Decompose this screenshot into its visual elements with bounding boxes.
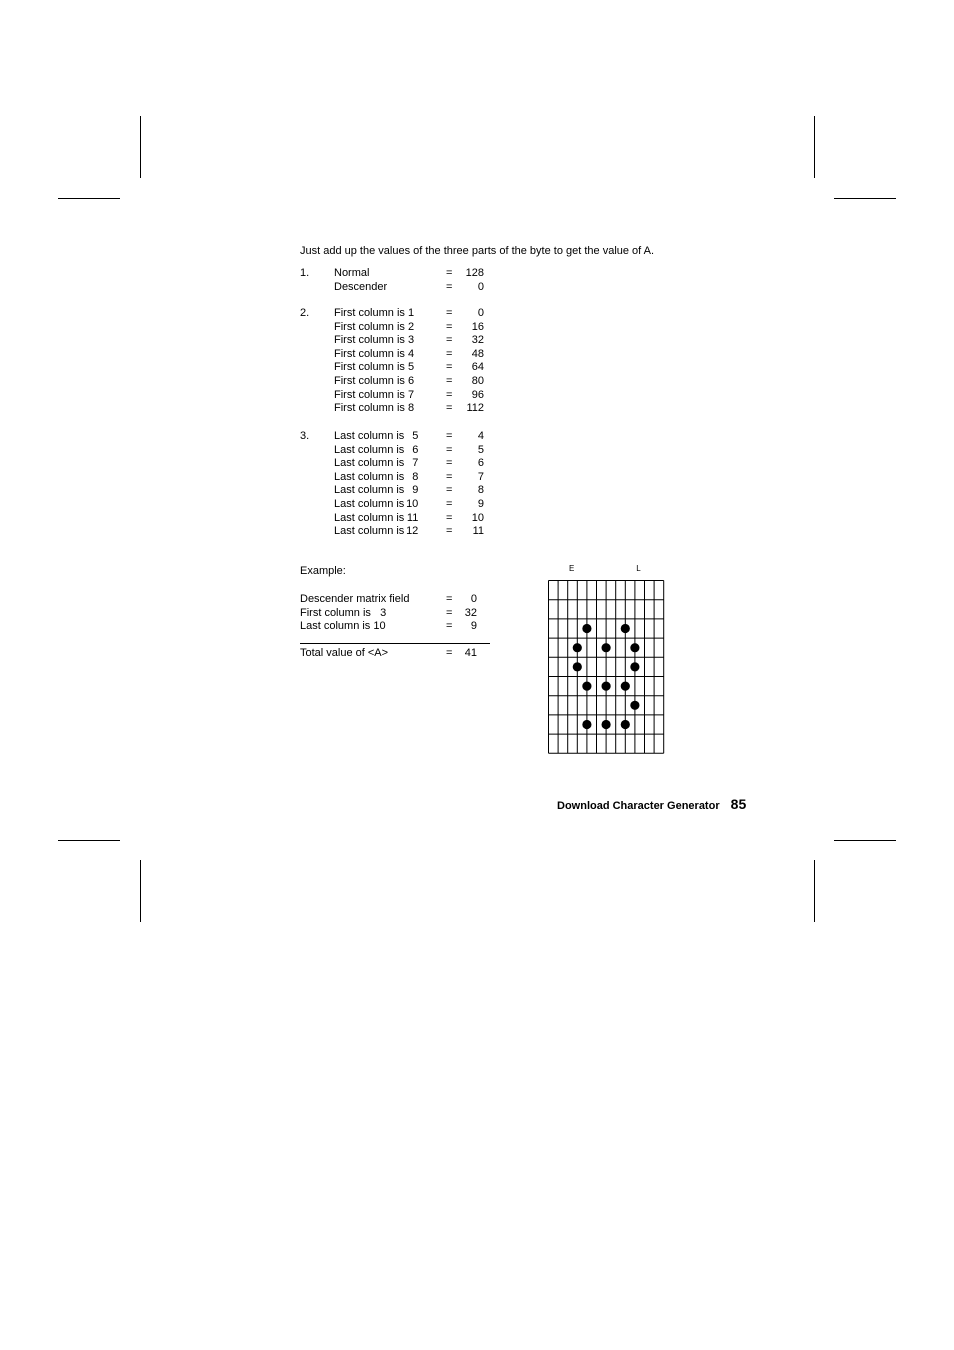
crop-mark xyxy=(58,840,120,841)
value-row xyxy=(300,306,484,320)
equals-sign: = xyxy=(446,470,453,483)
row-value: 96 xyxy=(471,388,484,401)
total-label: Total value of <A> xyxy=(300,647,389,659)
value-row xyxy=(300,333,484,347)
row-label xyxy=(334,306,414,320)
row-column-number: 6 xyxy=(412,443,419,456)
crop-mark xyxy=(834,198,896,199)
group-number: 3. xyxy=(300,430,310,442)
example-value: 0 xyxy=(470,593,477,605)
equals-sign: = xyxy=(446,307,453,319)
row-value: 32 xyxy=(471,334,484,347)
row-label xyxy=(334,360,414,374)
example-row xyxy=(300,619,490,633)
equals-sign: = xyxy=(446,511,453,524)
row-value: 0 xyxy=(477,307,484,319)
row-label xyxy=(334,388,414,402)
equals-sign: = xyxy=(446,647,453,659)
row-value: 5 xyxy=(477,443,484,456)
row-value: 7 xyxy=(477,470,484,483)
value-row xyxy=(300,524,484,538)
example-label: Last column is 10 xyxy=(300,620,386,633)
intro-paragraph: Just add up the values of the three parts of the byte to get the value of A. xyxy=(300,245,655,257)
matrix-dot xyxy=(621,720,630,729)
crop-mark xyxy=(58,198,120,199)
row-label xyxy=(334,333,414,347)
example-total-row xyxy=(300,646,490,660)
crop-mark xyxy=(140,860,141,922)
value-row xyxy=(300,280,484,294)
matrix-dot xyxy=(621,624,630,633)
value-row xyxy=(300,320,484,334)
matrix-dot xyxy=(582,682,591,691)
equals-sign: = xyxy=(446,498,453,510)
equals-sign: = xyxy=(446,443,453,456)
value-row xyxy=(300,483,484,497)
row-label xyxy=(334,456,418,470)
row-label xyxy=(334,401,414,415)
row-value: 80 xyxy=(471,375,484,387)
value-row xyxy=(300,374,484,388)
row-label xyxy=(334,470,418,484)
equals-sign: = xyxy=(446,361,453,374)
row-label-text: Last column is xyxy=(334,443,405,456)
row-column-number: 8 xyxy=(412,470,419,483)
value-row xyxy=(300,266,484,280)
matrix-dot xyxy=(573,643,582,652)
row-column-number: 11 xyxy=(406,511,419,524)
equals-sign: = xyxy=(446,320,453,333)
matrix-dot xyxy=(573,662,582,671)
example-row xyxy=(300,606,490,620)
example-value: 9 xyxy=(470,620,477,633)
equals-sign: = xyxy=(446,430,453,442)
row-label xyxy=(334,497,418,511)
equals-sign: = xyxy=(446,267,453,279)
example-label: First column is 3 xyxy=(300,606,387,619)
equals-sign: = xyxy=(446,457,453,470)
equals-sign: = xyxy=(446,388,453,401)
matrix-dot xyxy=(602,720,611,729)
row-label-text: Last column is xyxy=(334,470,405,483)
matrix-dot xyxy=(630,643,639,652)
row-label-text: Normal xyxy=(334,267,370,279)
equals-sign: = xyxy=(446,606,453,619)
row-label xyxy=(334,511,418,525)
equals-sign: = xyxy=(446,280,453,293)
value-row xyxy=(300,347,484,361)
crop-mark xyxy=(140,116,141,178)
row-label xyxy=(334,483,418,497)
value-row xyxy=(300,360,484,374)
value-row xyxy=(300,388,484,402)
row-value: 10 xyxy=(471,511,484,524)
row-label-text: Last column is xyxy=(334,498,405,510)
sum-rule xyxy=(300,643,490,644)
row-value: 64 xyxy=(471,361,484,374)
row-label xyxy=(334,429,418,443)
row-column-number: 7 xyxy=(412,457,419,470)
row-label-text: Descender xyxy=(334,280,388,293)
matrix-dot xyxy=(621,682,630,691)
page-footer xyxy=(557,796,746,812)
dot-matrix-grid xyxy=(548,580,665,755)
row-label-text: First column is 8 xyxy=(334,402,415,415)
equals-sign: = xyxy=(446,402,453,415)
matrix-dot xyxy=(630,701,639,710)
crop-mark xyxy=(814,860,815,922)
row-label-text: Last column is xyxy=(334,457,405,470)
equals-sign: = xyxy=(446,620,453,633)
matrix-dot xyxy=(582,624,591,633)
row-label-text: First column is 3 xyxy=(334,334,415,347)
row-value: 8 xyxy=(477,484,484,497)
value-row xyxy=(300,429,484,443)
row-value: 112 xyxy=(466,402,484,415)
row-value: 4 xyxy=(477,430,484,442)
equals-sign: = xyxy=(446,525,453,538)
row-label-text: First column is 1 xyxy=(334,307,415,319)
equals-sign: = xyxy=(446,347,453,360)
matrix-dot xyxy=(602,643,611,652)
group-number: 1. xyxy=(300,267,310,279)
row-value: 11 xyxy=(472,525,484,538)
row-column-number: 5 xyxy=(412,430,419,442)
row-label xyxy=(334,280,387,294)
last-column-marker: L xyxy=(636,564,641,573)
row-label xyxy=(334,266,369,280)
matrix-dot xyxy=(582,720,591,729)
matrix-dot xyxy=(630,662,639,671)
value-row xyxy=(300,470,484,484)
equals-sign: = xyxy=(446,375,453,387)
equals-sign: = xyxy=(446,334,453,347)
row-label xyxy=(334,443,418,457)
row-value: 0 xyxy=(477,280,484,293)
example-title: Example: xyxy=(300,565,346,577)
row-label-text: Last column is xyxy=(334,511,405,524)
equals-sign: = xyxy=(446,593,453,605)
row-value: 16 xyxy=(471,320,484,333)
value-row xyxy=(300,401,484,415)
example-row xyxy=(300,592,490,606)
row-column-number: 12 xyxy=(406,525,419,538)
row-label-text: First column is 5 xyxy=(334,361,415,374)
first-column-marker: E xyxy=(569,564,575,573)
row-label-text: Last column is xyxy=(334,484,405,497)
row-label xyxy=(334,524,418,538)
row-label-text: First column is 7 xyxy=(334,388,415,401)
row-label-text: First column is 4 xyxy=(334,347,415,360)
row-value: 48 xyxy=(471,347,484,360)
equals-sign: = xyxy=(446,484,453,497)
row-label xyxy=(334,320,414,334)
row-label-text: Last column is xyxy=(334,430,405,442)
row-label xyxy=(334,347,414,361)
row-value: 128 xyxy=(465,267,484,279)
total-value: 41 xyxy=(464,647,477,659)
crop-mark xyxy=(814,116,815,178)
value-row xyxy=(300,443,484,457)
value-row xyxy=(300,497,484,511)
crop-mark xyxy=(834,840,896,841)
row-label-text: Last column is xyxy=(334,525,405,538)
row-value: 6 xyxy=(477,457,484,470)
row-column-number: 10 xyxy=(406,498,419,510)
value-row xyxy=(300,511,484,525)
example-value: 32 xyxy=(464,606,477,619)
group-number: 2. xyxy=(300,307,310,319)
row-label-text: First column is 2 xyxy=(334,320,415,333)
row-label xyxy=(334,374,414,388)
example-label: Descender matrix field xyxy=(300,593,410,605)
footer-title: Download Character Generator xyxy=(557,800,720,812)
row-value: 9 xyxy=(477,498,484,510)
page-number: 85 xyxy=(730,796,747,812)
value-row xyxy=(300,456,484,470)
matrix-dot xyxy=(602,682,611,691)
row-column-number: 9 xyxy=(412,484,419,497)
row-label-text: First column is 6 xyxy=(334,375,415,387)
